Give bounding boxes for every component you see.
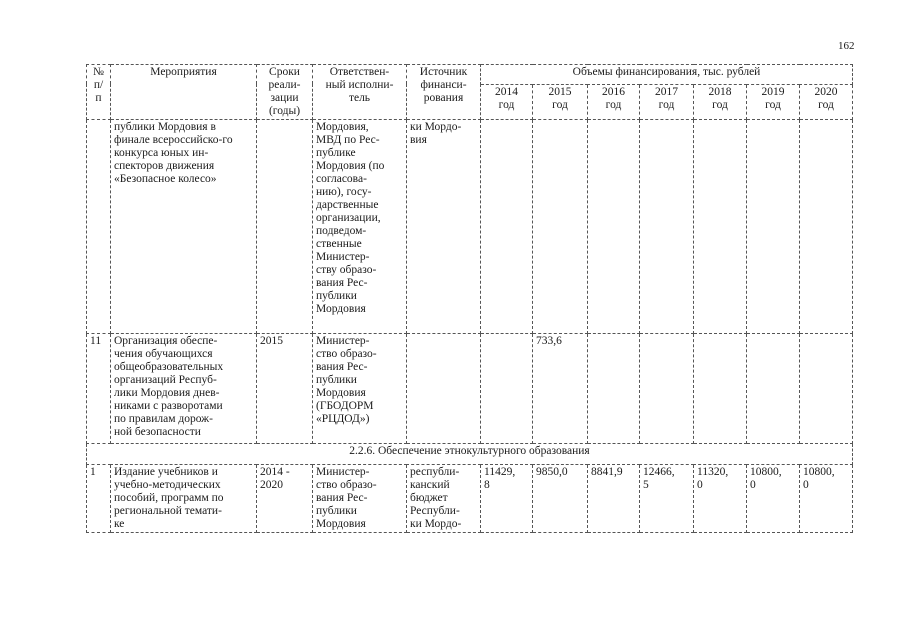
- page-number: 162: [838, 40, 855, 52]
- header-num: № п/ п: [87, 65, 111, 120]
- cell-num: 11: [87, 334, 111, 444]
- cell-value: [800, 120, 853, 334]
- cell-terms: 2014 - 2020: [257, 465, 313, 533]
- header-row-1: [87, 65, 853, 85]
- financing-table: [86, 64, 853, 533]
- cell-value: [533, 120, 588, 334]
- header-year: 2020 год: [800, 84, 853, 119]
- header-year: 2014 год: [481, 84, 533, 119]
- header-volume: Объемы финансирования, тыс. рублей: [481, 65, 853, 85]
- cell-terms: 2015: [257, 334, 313, 444]
- header-year: 2019 год: [747, 84, 800, 119]
- header-year: 2018 год: [694, 84, 747, 119]
- cell-terms: [257, 120, 313, 334]
- cell-value: 9850,0: [533, 465, 588, 533]
- cell-value: [694, 334, 747, 444]
- header-responsible: Ответствен- ный исполни- тель: [313, 65, 407, 120]
- header-event: Мероприятия: [111, 65, 257, 120]
- cell-source: [407, 334, 481, 444]
- cell-value: 8841,9: [588, 465, 640, 533]
- cell-value: 12466, 5: [640, 465, 694, 533]
- cell-source: ки Мордо- вия: [407, 120, 481, 334]
- cell-responsible: Мордовия, МВД по Рес- публике Мордовия (по согласова- нию), госу- дарственные организации, подведом- ственные Министер- ству образо- вания Рес- публики Мордовия: [313, 120, 407, 334]
- cell-responsible: Министер- ство образо- вания Рес- публики Мордовия (ГБОДОРМ «РЦДОД»): [313, 334, 407, 444]
- cell-value: 733,6: [533, 334, 588, 444]
- cell-num: 1: [87, 465, 111, 533]
- cell-value: 11320, 0: [694, 465, 747, 533]
- header-year: 2017 год: [640, 84, 694, 119]
- cell-value: [640, 120, 694, 334]
- cell-value: [747, 120, 800, 334]
- cell-responsible: Министер- ство образо- вания Рес- публики Мордовия: [313, 465, 407, 533]
- cell-value: [588, 334, 640, 444]
- cell-value: 10800, 0: [800, 465, 853, 533]
- cell-event: Организация обеспе- чения обучающихся общеобразовательных организаций Респуб- лики Мордовия днев- никами с разворотами по правилам дорож- ной безопасности: [111, 334, 257, 444]
- section-title: 2.2.6. Обеспечение этнокультурного образования: [87, 444, 853, 465]
- table-row: [87, 120, 853, 334]
- cell-value: [694, 120, 747, 334]
- cell-value: 11429, 8: [481, 465, 533, 533]
- cell-value: [747, 334, 800, 444]
- cell-source: республи- канский бюджет Республи- ки Мордо-: [407, 465, 481, 533]
- header-year: 2016 год: [588, 84, 640, 119]
- cell-event: Издание учебников и учебно-методических пособий, программ по региональной темати- ке: [111, 465, 257, 533]
- cell-num: [87, 120, 111, 334]
- table-row: [87, 334, 853, 444]
- cell-value: 10800, 0: [747, 465, 800, 533]
- header-terms: Сроки реали- зации (годы): [257, 65, 313, 120]
- cell-value: [640, 334, 694, 444]
- cell-value: [588, 120, 640, 334]
- cell-value: [481, 334, 533, 444]
- cell-value: [800, 334, 853, 444]
- cell-event: публики Мордовия в финале всероссийско-го конкурса юных ин-спекторов движения «Безопасное колесо»: [111, 120, 257, 334]
- section-row: [87, 444, 853, 465]
- header-year: 2015 год: [533, 84, 588, 119]
- header-source: Источник финанси- рования: [407, 65, 481, 120]
- table-row: [87, 465, 853, 533]
- cell-value: [481, 120, 533, 334]
